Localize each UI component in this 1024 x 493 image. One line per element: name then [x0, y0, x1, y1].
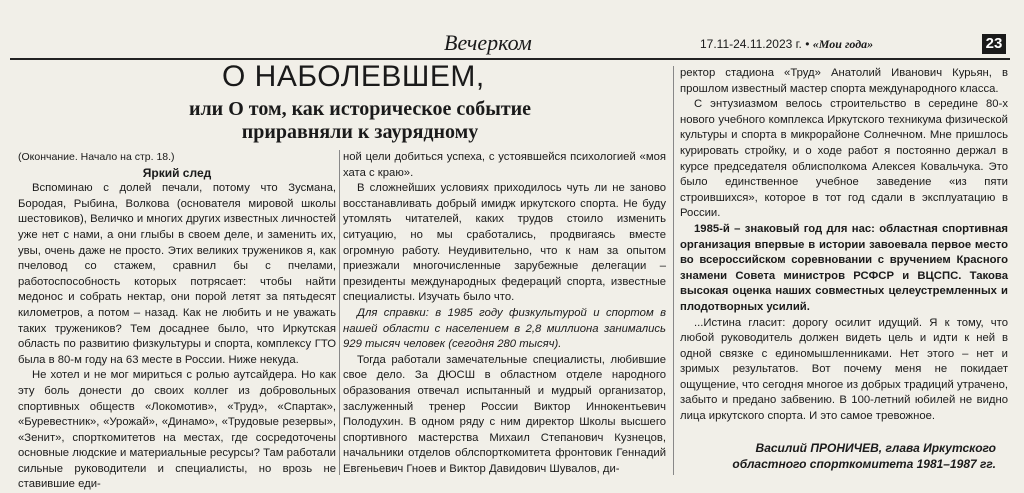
paragraph: С энтузиазмом велось строительство в середине 80-х нового учебного комплекса Иркутского техникума физической культуры и спорта в микрорайоне Солнечном. Мне пришлось курировать стройку, и о ходе работ я постоянно держал в курсе председателя облисполкома Алексея Ковальчука. Это было единственное учебное заведение «из пяти строившихся», которое в тот год сдали в эксплуатацию в России.	[680, 98, 1008, 220]
paragraph: ...Истина гласит: дорогу осилит идущий. Я к тому, что любой руководитель должен видеть цель и идти к ней в одной связке с единомышленниками. Нет этого – нет и зримых результатов. Вот почему меня не покидает ощущение, что сегодня многое из добрых традиций утрачено, забыто и предано забвению. В 100-летний юбилей не видно лица иркутского спорта. И это самое тревожное.	[680, 316, 1008, 423]
paragraph: Вспоминаю с долей печали, потому что Зусмана, Бородая, Рыбина, Волкова (основателя мировой школы шестовиков), Величко и многих других известных личностей уже нет с нами, а они глыбы в своем деле, и заменить их, увы, очень даже не просто. Этих великих тружеников я, как пчеловод со стажем, сравнил бы с пчелами, работоспособность которых потрясает: чтобы найти медонос и собрать нектар, они порой летят за пятьдесят километров, а потом – назад. Как не любить и не уважать таких тружеников? Тем досаднее было, что Иркутская область по развитию физкультуры и спорта, комплексу ГТО была в 80-м году на 63 месте в России. Ниже некуда.	[18, 182, 336, 366]
reference-note: Для справки: в 1985 году физкультурой и спортом в нашей области с населением в 2,8 миллиона занимались 929 тысяч человек (сегодня 280 тысяч).	[343, 306, 666, 351]
paragraph: ректор стадиона «Труд» Анатолий Иванович Курьян, в прошлом известный мастер спорта международного класса.	[680, 67, 1008, 95]
column-divider	[339, 150, 340, 475]
issue-meta	[700, 37, 873, 52]
header-rule	[10, 58, 1010, 60]
continuation-note: (Окончание. Начало на стр. 18.)	[18, 151, 175, 163]
column-2	[343, 150, 666, 477]
bullet: •	[805, 37, 810, 51]
author-signature: Василий ПРОНИЧЕВ, глава Иркутского областного спорткомитета 1981–1987 гг.	[732, 441, 996, 471]
newspaper-name: Вечерком	[444, 30, 532, 55]
paragraph: В сложнейших условиях приходилось чуть ли не заново восстанавливать добрый имидж иркутского спорта. Не буду утомлять читателей, каких трудов стоило изменить ситуацию, но мы сработались, продвигаясь вместе огромную работу. Неудивительно, что к нам за опытом приезжали многочисленные зарубежные делегации – президенты международных федераций спорта, известные специалисты. Изучать было что.	[343, 182, 666, 304]
paragraph: Тогда работали замечательные специалисты, любившие свое дело. За ДЮСШ в областном отделе народного образования отвечал испытанный и мудрый организатор, заслуженный тренер России Виктор Иннокентьевич Полодухин. В одном ряду с ним директор Школы высшего спортивного мастерства Михаил Степанович Кузнецов, начальники отделов облспорткомитета фронтовик Геннадий Евгеньевич Гноев и Виктор Давидович Шувалов, ди-	[343, 353, 666, 475]
column-1	[18, 150, 336, 493]
column-3	[680, 66, 1008, 425]
section-heading: Яркий след	[142, 165, 212, 180]
issue-dates: 17.11-24.11.2023 г.	[700, 37, 802, 51]
article-title: О НАБОЛЕВШЕМ,	[222, 60, 485, 93]
paragraph: Не хотел и не мог мириться с ролью аутсайдера. Но как эту боль донести до своих коллег из добровольных спортивных обществ «Локомотив», «Труд», «Спартак», «Буревестник», «Урожай», «Динамо», «Трудовые резервы», «Зенит», спорткомитетов на местах, где сосредоточены основные людские и материальные ресурсы? Там работали сильные руководители и специалисты, но врозь не ставившие еди-	[18, 369, 336, 491]
column-divider	[673, 66, 674, 475]
page-number: 23	[982, 34, 1006, 54]
article-subtitle: или О том, как историческое событие приравняли к заурядному	[188, 98, 532, 143]
highlight-paragraph: 1985-й – знаковый год для нас: областная спортивная организация впервые в истории завоевала первое место во всероссийском соревновании с вручением Красного знамени Совета министров РСФСР и ВЦСПС. Такова высокая оценка наших совместных целеустремленных и плодотворных усилий.	[680, 222, 1008, 313]
section-name: «Мои года»	[812, 37, 874, 51]
paragraph: ной цели добиться успеха, с устоявшейся психологией «моя хата с краю».	[343, 151, 666, 179]
